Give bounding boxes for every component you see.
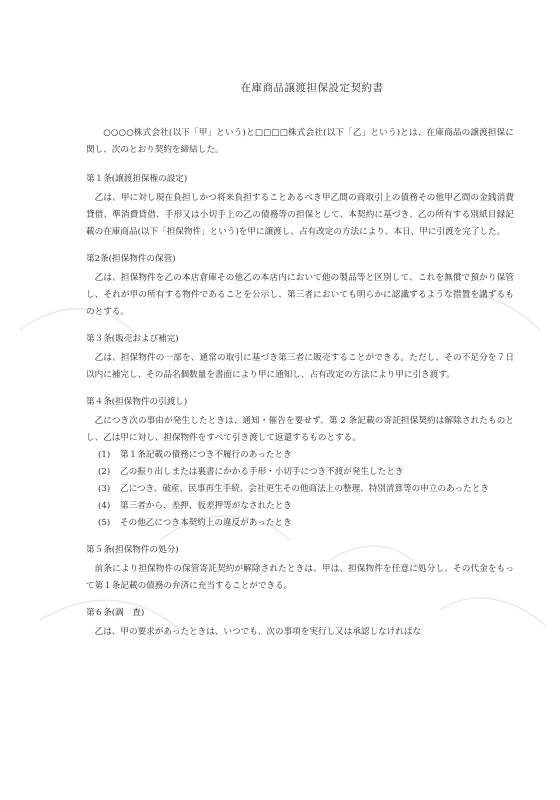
item-number: (2)	[98, 467, 111, 477]
item-text: 第１条記載の債務につき不履行のあったとき	[120, 450, 292, 460]
article-items	[86, 447, 514, 532]
item-number: (3)	[98, 484, 111, 494]
list-item	[86, 464, 514, 481]
item-number: (1)	[98, 450, 111, 460]
article-heading: 第５条(担保物件の処分)	[86, 545, 179, 555]
item-text: 第三者から、差押、仮差押等がなされたとき	[120, 501, 292, 511]
list-item	[86, 498, 514, 515]
article-body: 乙につき次の事由が発生したときは、通知・催告を要せず、第 2 条記載の寄託担保契約は解除されたものとし、乙は甲に対し、担保物件をすべて引き渡して返還するものとする。	[86, 416, 514, 443]
article-body: 乙は、甲の要求があったときは、いつでも、次の事項を実行し又は承認しなければな	[94, 627, 422, 637]
list-item	[86, 481, 514, 498]
item-number: (4)	[98, 501, 111, 511]
article-6	[86, 605, 514, 641]
article-heading: 第４条(担保物件の引渡し)	[86, 397, 188, 407]
article-body: 乙は、担保物件の一部を、通常の取引に基づき第三者に販売することができる。ただし、その不足分を７日以内に補完し、その品名個数量を書面により甲に通知し、占有改定の方法により甲に引き渡す。	[86, 353, 514, 380]
item-text: 乙の振り出しまたは裏書にかかる手形・小切手につき不渡が発生したとき	[120, 467, 404, 477]
article-1	[86, 171, 514, 241]
item-number: (5)	[98, 518, 111, 528]
intro-paragraph: ○○○○株式会社(以下「甲」という)と□□□□株式会社(以下「乙」という)とは、在庫商品の譲渡担保に関し、次のとおり契約を締結した。	[86, 128, 514, 155]
article-body: 乙は、甲に対し現在負担しかつ将来負担することあるべき甲乙間の商取引上の債務その他甲乙間の金銭消費貸借、準消費貸借、手形又は小切手上の乙の債務等の担保として、本契約に基づき、乙の所有する別紙目録記載の在庫商品(以下「担保物件」という)を甲に譲渡し、占有改定の方法により、本日、甲に引渡を完了した。	[86, 193, 514, 237]
item-text: その他乙につき本契約上の違反があったとき	[120, 518, 292, 528]
article-5	[86, 542, 514, 595]
article-body: 乙は、担保物件を乙の本店倉庫その他乙の本店内において他の製品等と区別して、これを無償で預かり保管し、それが甲の所有する物件であることを公示し、第三者においても明らかに認識するような措置を講ずるものとする。	[86, 273, 514, 317]
list-item	[86, 447, 514, 464]
article-heading: 第2条(担保物件の保管)	[86, 254, 176, 264]
article-heading: 第１条(譲渡担保権の設定)	[86, 174, 188, 184]
article-3	[86, 331, 514, 384]
list-item	[86, 515, 514, 532]
article-body: 前条により担保物件の保管寄託契約が解除されたときは、甲は、担保物件を任意に処分し、その代金をもって第１条記載の債務の弁済に充当することができる。	[86, 564, 514, 591]
item-text: 乙につき、破産、民事再生手続、会社更生その他商法上の整理、特別清算等の申立のあったとき	[120, 484, 489, 494]
article-2	[86, 251, 514, 321]
document-title: 在庫商品譲渡担保設定契約書	[240, 82, 384, 94]
article-heading: 第３条(販売および補完)	[86, 334, 179, 344]
article-4	[86, 394, 514, 532]
article-heading: 第６条(調 査)	[86, 608, 145, 618]
